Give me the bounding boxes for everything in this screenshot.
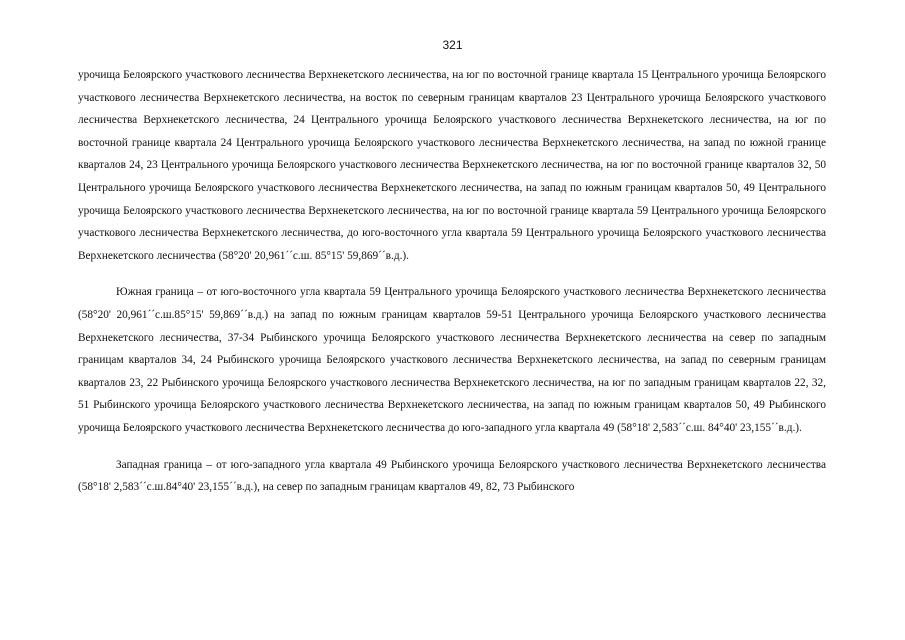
document-body — [78, 64, 826, 499]
paragraph-spacer — [78, 440, 826, 454]
paragraph-continuation: урочища Белоярского участкового лесничества Верхнекетского лесничества, на юг по восточной границе квартала 15 Центрального урочища Белоярского участкового лесничества Верхнекетского лесничества, на восток по северным границам кварталов 23 Центрального урочища Белоярского участкового лесничества Верхнекетского лесничества, 24 Центрального урочища Белоярского участкового лесничества Верхнекетского лесничества, на юг по восточной границе квартала 24 Центрального урочища Белоярского участкового лесничества Верхнекетского лесничества, на запад по южной границе кварталов 24, 23 Центрального урочища Белоярского участкового лесничества Верхнекетского лесничества, на юг по восточной границе кварталов 32, 50 Центрального урочища Белоярского участкового лесничества Верхнекетского лесничества, на запад по южным границам кварталов 50, 49 Центрального урочища Белоярского участкового лесничества Верхнекетского лесничества, на юг по восточной границе квартала 59 Центрального урочища Белоярского участкового лесничества Верхнекетского лесничества, до юго-восточного угла квартала 59 Центрального урочища Белоярского участкового лесничества Верхнекетского лесничества (58°20' 20,961´´с.ш. 85°15' 59,869´´в.д.). — [78, 69, 826, 262]
paragraph-spacer — [78, 267, 826, 281]
paragraph-south-boundary: Южная граница – от юго-восточного угла квартала 59 Центрального урочища Белоярского участкового лесничества Верхнекетского лесничества (58°20' 20,961´´с.ш.85°15' 59,869´´в.д.) на запад по южным границам кварталов 59-51 Центрального урочища Белоярского участкового лесничества Верхнекетского лесничества, 37-34 Рыбинского урочища Белоярского участкового лесничества Верхнекетского лесничества на север по западным границам кварталов 34, 24 Рыбинского урочища Белоярского участкового лесничества Верхнекетского лесничества, на запад по северным границам кварталов 23, 22 Рыбинского урочища Белоярского участкового лесничества Верхнекетского лесничества, на юг по западным границам кварталов 22, 32, 51 Рыбинского урочища Белоярского участкового лесничества Верхнекетского лесничества, на запад по южным границам кварталов 50, 49 Рыбинского урочища Белоярского участкового лесничества Верхнекетского лесничества до юго-западного угла квартала 49 (58°18' 2,583´´с.ш. 84°40' 23,155´´в.д.). — [78, 286, 826, 434]
page-number: 321 — [442, 38, 463, 52]
paragraph-west-boundary: Западная граница – от юго-западного угла квартала 49 Рыбинского урочища Белоярского участкового лесничества Верхнекетского лесничества (58°18' 2,583´´с.ш.84°40' 23,155´´в.д.), на север по западным границам кварталов 49, 82, 73 Рыбинского — [78, 458, 826, 494]
